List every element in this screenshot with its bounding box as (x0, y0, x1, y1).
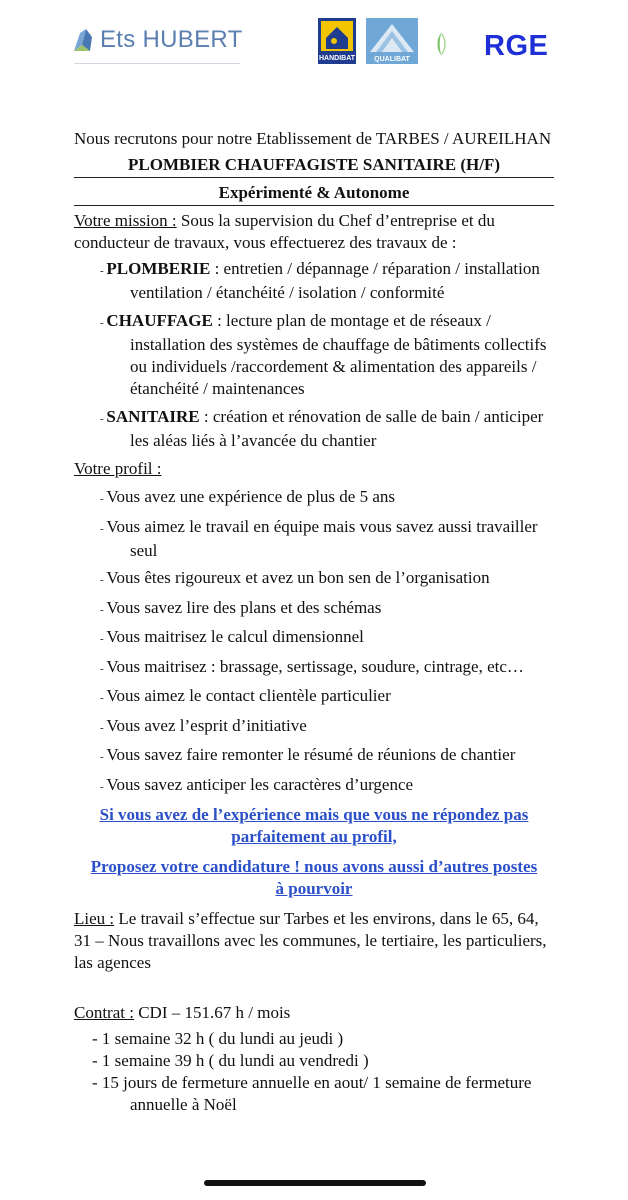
rge-logo: RGE (484, 30, 549, 62)
mission-item-text: : création et rénovation de salle de bain / anticiper les aléas liés à l’avancée du chantier (130, 407, 544, 450)
profil-item-text: Vous êtes rigoureux et avez un bon sen de l’organisation (106, 568, 490, 587)
cta-experience-link[interactable]: Si vous avez de l’expérience mais que vous ne répondez pas parfaitement au profil, (99, 804, 529, 846)
leaf-logo-icon (434, 30, 450, 58)
qualibat-logo-icon (366, 18, 418, 64)
job-title: PLOMBIER CHAUFFAGISTE SANITAIRE (H/F) (74, 152, 554, 178)
contrat-section (74, 1002, 554, 1024)
contrat-item-text: 1 semaine 39 h ( du lundi au vendredi ) (101, 1050, 369, 1070)
mission-item-text: : lecture plan de montage et de réseaux / installation des systèmes de chauffage de bâtiments collectifs ou individuels /raccordement & alimentation des appareils / étanchéité / maintenances (130, 311, 547, 398)
profil-item-text: Vous maitrisez : brassage, sertissage, soudure, cintrage, etc… (106, 656, 524, 676)
job-subtitle: Expérimenté & Autonome (74, 178, 554, 206)
profil-item-text: Vous savez anticiper les caractères d’urgence (106, 774, 414, 794)
profil-item: - Vous savez lire des plans et des schémas (100, 597, 382, 617)
mission-item-label: SANITAIRE (106, 407, 200, 426)
profil-item: - Vous aimez le travail en équipe mais vous savez aussi travailler seul (100, 516, 538, 560)
house-logo-icon (72, 27, 96, 53)
mission-section (74, 210, 554, 254)
profil-heading: Votre profil : (74, 459, 162, 478)
profil-item-text: Vous maitrisez le calcul dimensionnel (106, 627, 364, 646)
profil-item-text: Vous savez faire remonter le résumé de réunions de chantier (106, 745, 516, 764)
profil-list (74, 486, 554, 798)
company-logo (72, 26, 243, 54)
logo-divider (74, 63, 240, 64)
profil-item-text: Vous aimez le contact clientèle particulier (106, 686, 391, 705)
contrat-text: CDI – 151.67 h / mois (133, 1002, 291, 1022)
mission-item: - PLOMBERIE : entretien / dépannage / réparation / installation ventilation / étanchéité / isolation / conformité (100, 259, 540, 302)
mission-item: - CHAUFFAGE : lecture plan de montage et de réseaux / installation des systèmes de chauffage de bâtiments collectifs ou individuels /raccordement & alimentation des appareils / étanchéité / maintenances (100, 311, 547, 398)
contrat-item: - 1 semaine 32 h ( du lundi au jeudi ) (92, 1028, 344, 1048)
job-posting (74, 128, 554, 1116)
profil-item-text: Vous avez une expérience de plus de 5 ans (106, 487, 396, 506)
profil-item: - Vous savez faire remonter le résumé de réunions de chantier (100, 745, 516, 764)
profil-item: - Vous maitrisez le calcul dimensionnel (100, 627, 364, 646)
mission-item-label: CHAUFFAGE (106, 311, 213, 330)
profil-item: - Vous aimez le contact clientèle particulier (100, 686, 391, 705)
contrat-list (74, 1028, 554, 1116)
lieu-text: Le travail s’effectue sur Tarbes et les environs, dans le 65, 64, 31 – Nous travaillons avec les communes, le tertiaire, les particuliers, las agences (74, 908, 547, 972)
profil-item: - Vous avez une expérience de plus de 5 ans (100, 487, 396, 506)
profil-item-text: Vous savez lire des plans et des schémas (106, 597, 382, 617)
handibat-label: HANDIBAT (318, 55, 356, 62)
handibat-logo-icon (318, 18, 356, 64)
profil-item-text: Vous aimez le travail en équipe mais vous savez aussi travailler seul (106, 516, 538, 560)
home-indicator[interactable] (204, 1180, 426, 1186)
mission-text: Sous la supervision du Chef d’entreprise et du conducteur de travaux, vous effectuerez des travaux de : (74, 211, 495, 252)
mission-item: - SANITAIRE : création et rénovation de salle de bain / anticiper les aléas liés à l’avancée du chantier (100, 407, 544, 450)
profil-item: - Vous êtes rigoureux et avez un bon sen de l’organisation (100, 568, 490, 587)
mission-item-label: PLOMBERIE (106, 259, 211, 278)
qualibat-label: QUALIBAT (374, 56, 410, 63)
lieu-section (74, 908, 554, 974)
company-name: Ets HUBERT (100, 26, 243, 53)
contrat-item-text: 1 semaine 32 h ( du lundi au jeudi ) (101, 1028, 344, 1048)
cta-apply-link[interactable]: Proposez votre candidature ! nous avons aussi d’autres postes à pourvoir (90, 856, 538, 898)
intro-text: Nous recrutons pour notre Etablissement de TARBES / AUREILHAN (74, 129, 552, 148)
mission-item-text: : entretien / dépannage / réparation / installation ventilation / étanchéité / isolation / conformité (130, 259, 540, 302)
lieu-heading: Lieu : (74, 908, 115, 928)
mission-heading: Votre mission : (74, 211, 177, 230)
contrat-heading: Contrat : (74, 1002, 134, 1022)
contrat-item: - 15 jours de fermeture annuelle en aout/ 1 semaine de fermeture annuelle à Noël (92, 1072, 532, 1114)
profil-item: - Vous savez anticiper les caractères d’urgence (100, 774, 414, 794)
profil-item: - Vous maitrisez : brassage, sertissage, soudure, cintrage, etc… (100, 656, 524, 676)
profil-item: - Vous avez l’esprit d’initiative (100, 715, 307, 735)
contrat-item: - 1 semaine 39 h ( du lundi au vendredi ) (92, 1050, 369, 1070)
contrat-item-text: 15 jours de fermeture annuelle en aout/ 1 semaine de fermeture annuelle à Noël (101, 1072, 532, 1114)
profil-item-text: Vous avez l’esprit d’initiative (106, 715, 307, 735)
header-logos (0, 0, 628, 80)
mission-list (74, 258, 554, 452)
profil-section (74, 458, 554, 480)
